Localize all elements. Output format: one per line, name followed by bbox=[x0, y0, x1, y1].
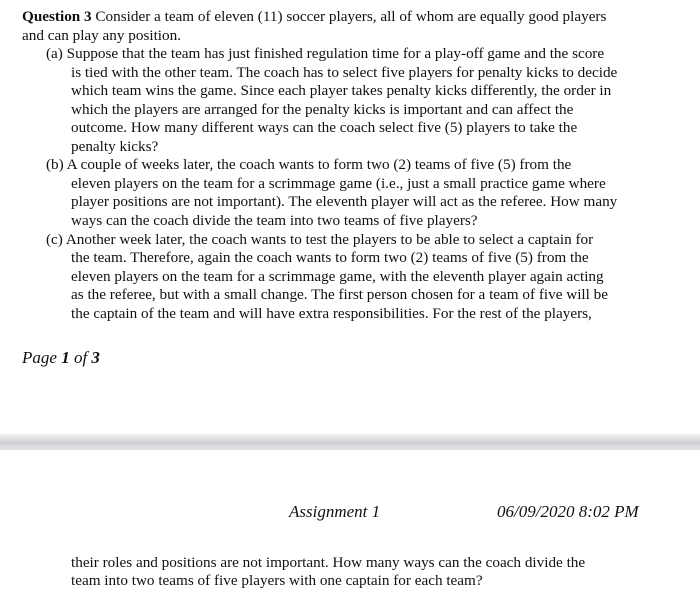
question-intro-text-2: and can play any position. bbox=[22, 27, 182, 44]
part-a-line-4: which the players are arranged for the penalty kicks is important and can affect the bbox=[71, 101, 574, 118]
part-a-line-3: which team wins the game. Since each player takes penalty kicks differently, the order in bbox=[71, 82, 612, 99]
part-a-line-6: penalty kicks? bbox=[71, 138, 159, 155]
question-label: Question 3 bbox=[22, 8, 92, 25]
part-a-line-2: is tied with the other team. The coach has to select five players for penalty kicks to decide bbox=[71, 64, 618, 81]
part-c-line-3: eleven players on the team for a scrimmage game, with the eleventh player again acting bbox=[71, 268, 604, 285]
part-c-line-1: (c) Another week later, the coach wants to test the players to be able to select a captain for bbox=[46, 231, 594, 248]
total-pages: 3 bbox=[91, 348, 100, 367]
part-c-continued-line-2: team into two teams of five players with one captain for each team? bbox=[71, 572, 483, 589]
part-c-line-5: the captain of the team and will have extra responsibilities. For the rest of the players, bbox=[71, 305, 592, 322]
part-b-line-4: ways can the coach divide the team into two teams of five players? bbox=[71, 212, 478, 229]
part-c-continued-line-1: their roles and positions are not important. How many ways can the coach divide the bbox=[71, 554, 586, 571]
part-b-line-3: player positions are not important). The eleventh player will act as the referee. How many bbox=[71, 193, 618, 210]
datetime-header: 06/09/2020 8:02 PM bbox=[497, 502, 639, 521]
question-intro-text: Consider a team of eleven (11) soccer players, all of whom are equally good players bbox=[91, 8, 607, 25]
page-break-separator bbox=[0, 434, 700, 450]
part-a-line-1: (a) Suppose that the team has just finished regulation time for a play-off game and the score bbox=[46, 45, 605, 62]
part-b-line-1: (b) A couple of weeks later, the coach wants to form two (2) teams of five (5) from the bbox=[46, 156, 572, 173]
part-c-line-2: the team. Therefore, again the coach wants to form two (2) teams of five (5) from the bbox=[71, 249, 589, 266]
part-a-line-5: outcome. How many different ways can the coach select five (5) players to take the bbox=[71, 119, 578, 136]
current-page-number: 1 bbox=[61, 348, 70, 367]
page-number-footer: Page 1 of 3 bbox=[22, 348, 100, 367]
question-3-first-line bbox=[22, 7, 606, 26]
part-b-line-2: eleven players on the team for a scrimmage game (i.e., just a small practice game where bbox=[71, 175, 606, 192]
part-c-line-4: as the referee, but with a small change. The first person chosen for a team of five will be bbox=[71, 286, 608, 303]
assignment-header: Assignment 1 bbox=[289, 502, 381, 521]
